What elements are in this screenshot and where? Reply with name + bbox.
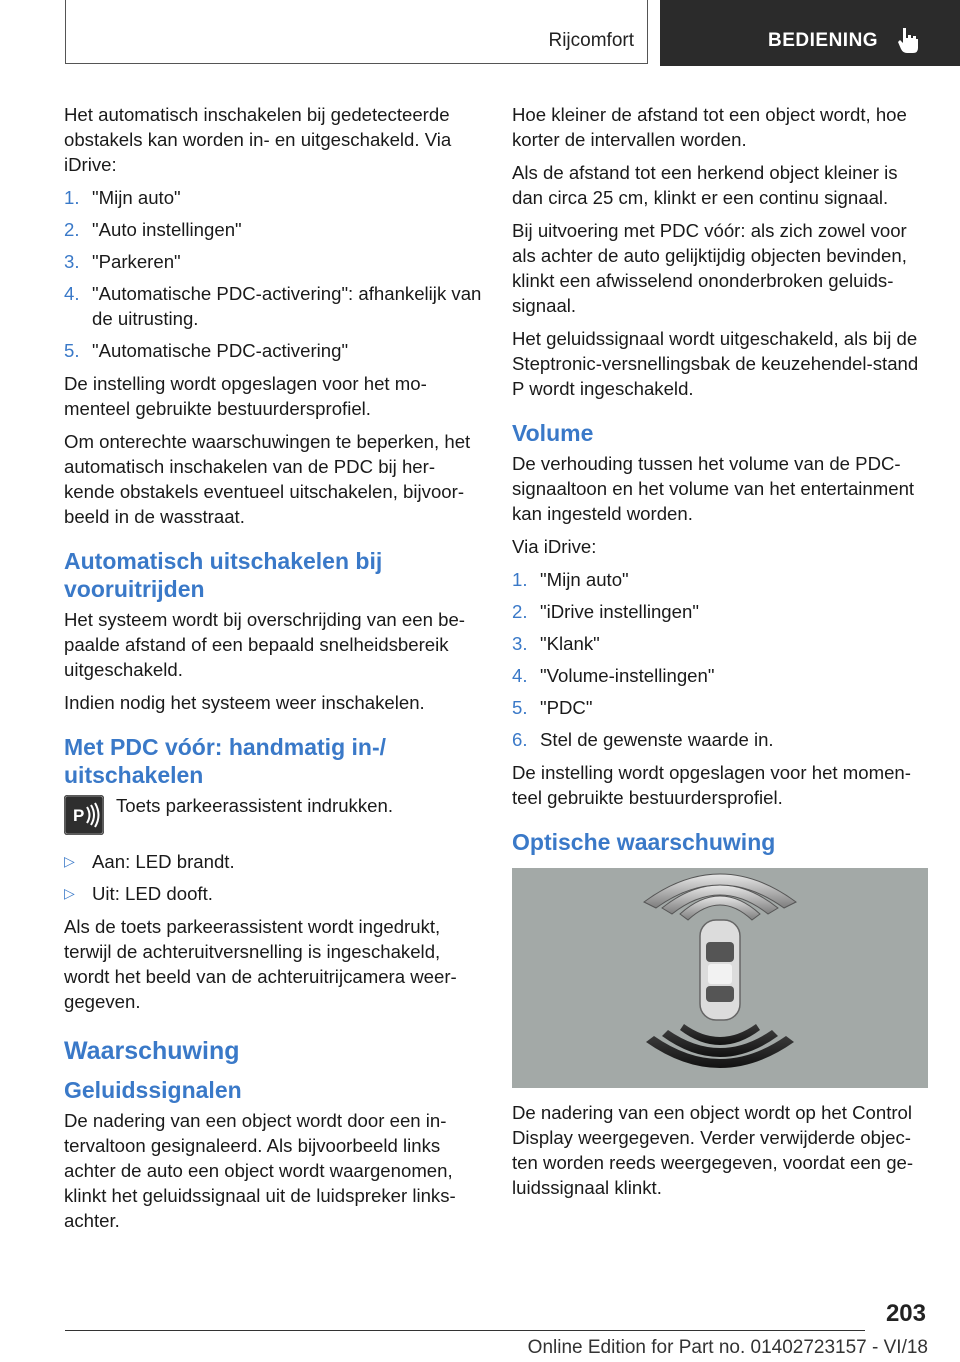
step-text: "Klank"	[540, 633, 600, 654]
reverse-camera-paragraph: Als de toets parkeerassistent wordt ingedrukt, terwijl de achteruitversnelling is ingeschakeld, wordt het beeld van de achteruitrijcamera weer-gegeven.	[64, 916, 457, 1012]
auto-pdc-steps	[64, 185, 482, 363]
via-idrive: Via iDrive:	[512, 536, 597, 557]
parking-sensor-icon	[64, 795, 104, 835]
triangle-bullet-icon: ▷	[64, 853, 75, 869]
step-number: 3.	[512, 633, 528, 654]
list-item	[64, 185, 482, 210]
page-number: 203	[885, 1300, 926, 1327]
visual-warning-paragraph: De nadering van een object wordt op het Control Display weergegeven. Verder verwijderde objec-ten worden reeds weergegeven, voordat een ge-luidssignaal klinkt.	[512, 1102, 914, 1198]
car-with-sensor-arcs-image	[512, 868, 928, 1088]
sound-signals-paragraph: De nadering van een object wordt door een in-tervaltoon gesignaleerd. Als bijvoorbeeld links achter de auto een object wordt waargenomen, klinkt het geluidssignaal uit de luidspreker links-achter.	[64, 1110, 456, 1231]
bullet-text: Aan: LED brandt.	[92, 851, 235, 872]
step-text: "Automatische PDC-activering"	[92, 340, 349, 361]
list-item	[64, 217, 482, 242]
volume-paragraph: De verhouding tussen het volume van de PDC-signaaltoon en het volume van het entertainment kan ingesteld worden.	[512, 453, 915, 524]
page-header	[0, 0, 960, 66]
step-number: 6.	[512, 729, 528, 750]
heading-manual-toggle: Met PDC vóór: handmatig in-/ uitschakelen	[64, 734, 386, 788]
auto-off-paragraph: Het systeem wordt bij overschrijding van een be-paalde afstand of een bepaald snelheidsbereik uitgeschakeld.	[64, 609, 465, 680]
front-rear-paragraph: Bij uitvoering met PDC vóór: als zich zowel voor als achter de auto gelijktijdig objecten bevinden, klinkt een afwisselend ononderbroken geluids-signaal.	[512, 220, 907, 316]
heading-auto-off: Automatisch uitschakelen bij vooruitrijden	[64, 548, 383, 602]
step-number: 1.	[64, 187, 80, 208]
heading-volume: Volume	[512, 420, 594, 446]
step-text: Stel de gewenste waarde in.	[540, 729, 774, 750]
list-item	[64, 338, 482, 363]
false-warning-paragraph: Om onterechte waarschuwingen te beperken, het automatisch inschakelen van de PDC bij her-kende obstakels eventueel uitschakelen, bijvoor-beeld in de wasstraat.	[64, 431, 471, 527]
step-text: "Volume-instellingen"	[540, 665, 715, 686]
header-chapter-tab	[660, 0, 960, 66]
heading-warning: Waarschuwing	[64, 1037, 240, 1065]
step-number: 2.	[64, 219, 80, 240]
list-item	[512, 599, 930, 624]
intro-paragraph: Het automatisch inschakelen bij gedetecteerde obstakels kan worden in- en uitgeschakeld. Via iDrive:	[64, 104, 452, 175]
header-section-title: Rijcomfort	[548, 30, 634, 51]
step-number: 1.	[512, 569, 528, 590]
list-item	[64, 249, 482, 274]
list-item	[64, 881, 482, 906]
continuous-signal-paragraph: Als de afstand tot een herkend object kleiner is dan circa 25 cm, klinkt er een continu signaal.	[512, 162, 898, 208]
step-text: "PDC"	[540, 697, 593, 718]
list-item	[512, 663, 930, 688]
step-text: "Parkeren"	[92, 251, 181, 272]
step-number: 5.	[512, 697, 528, 718]
triangle-bullet-icon: ▷	[64, 885, 75, 901]
step-text: "Mijn auto"	[92, 187, 181, 208]
interval-paragraph: Hoe kleiner de afstand tot een object wordt, hoe korter de intervallen worden.	[512, 104, 907, 150]
list-item	[64, 849, 482, 874]
right-column	[512, 102, 930, 1208]
steptronic-paragraph: Het geluidssignaal wordt uitgeschakeld, als bij de Steptronic-versnellingsbak de keuzehendel-stand P wordt ingeschakeld.	[512, 328, 919, 399]
step-text: "Auto instellingen"	[92, 219, 242, 240]
svg-text:P: P	[73, 806, 85, 825]
reenable-paragraph: Indien nodig het systeem weer inschakelen.	[64, 692, 425, 713]
header-chapter-label: BEDIENING	[768, 30, 879, 51]
step-number: 3.	[64, 251, 80, 272]
park-assist-instruction: Toets parkeerassistent indrukken.	[116, 795, 393, 816]
list-item	[512, 727, 930, 752]
led-state-list	[64, 849, 482, 906]
footer-divider	[65, 1330, 865, 1331]
step-text: "Automatische PDC-activering": afhankelijk van de uitrusting.	[92, 283, 482, 329]
heading-visual-warning: Optische waarschuwing	[512, 829, 776, 855]
step-text: "iDrive instellingen"	[540, 601, 699, 622]
list-item	[512, 567, 930, 592]
volume-steps	[512, 567, 930, 752]
step-number: 5.	[64, 340, 80, 361]
list-item	[64, 281, 482, 331]
step-number: 2.	[512, 601, 528, 622]
step-text: "Mijn auto"	[540, 569, 629, 590]
park-assist-button-icon	[64, 795, 104, 835]
step5-note: De instelling wordt opgeslagen voor het mo-menteel gebruikte bestuurdersprofiel.	[64, 373, 427, 419]
pointing-hand-icon	[897, 26, 921, 54]
footer-edition: Online Edition for Part no. 01402723157 - VI/18	[527, 1337, 928, 1358]
left-column	[64, 102, 482, 1241]
bullet-text: Uit: LED dooft.	[92, 883, 213, 904]
heading-sound-signals: Geluidssignalen	[64, 1077, 242, 1103]
list-item	[512, 631, 930, 656]
park-assist-button-row	[64, 793, 482, 835]
pdc-display-illustration	[512, 868, 928, 1088]
step-number: 4.	[64, 283, 80, 304]
saved-profile-paragraph: De instelling wordt opgeslagen voor het momen-teel gebruikte bestuurdersprofiel.	[512, 762, 911, 808]
list-item	[512, 695, 930, 720]
step-number: 4.	[512, 665, 528, 686]
